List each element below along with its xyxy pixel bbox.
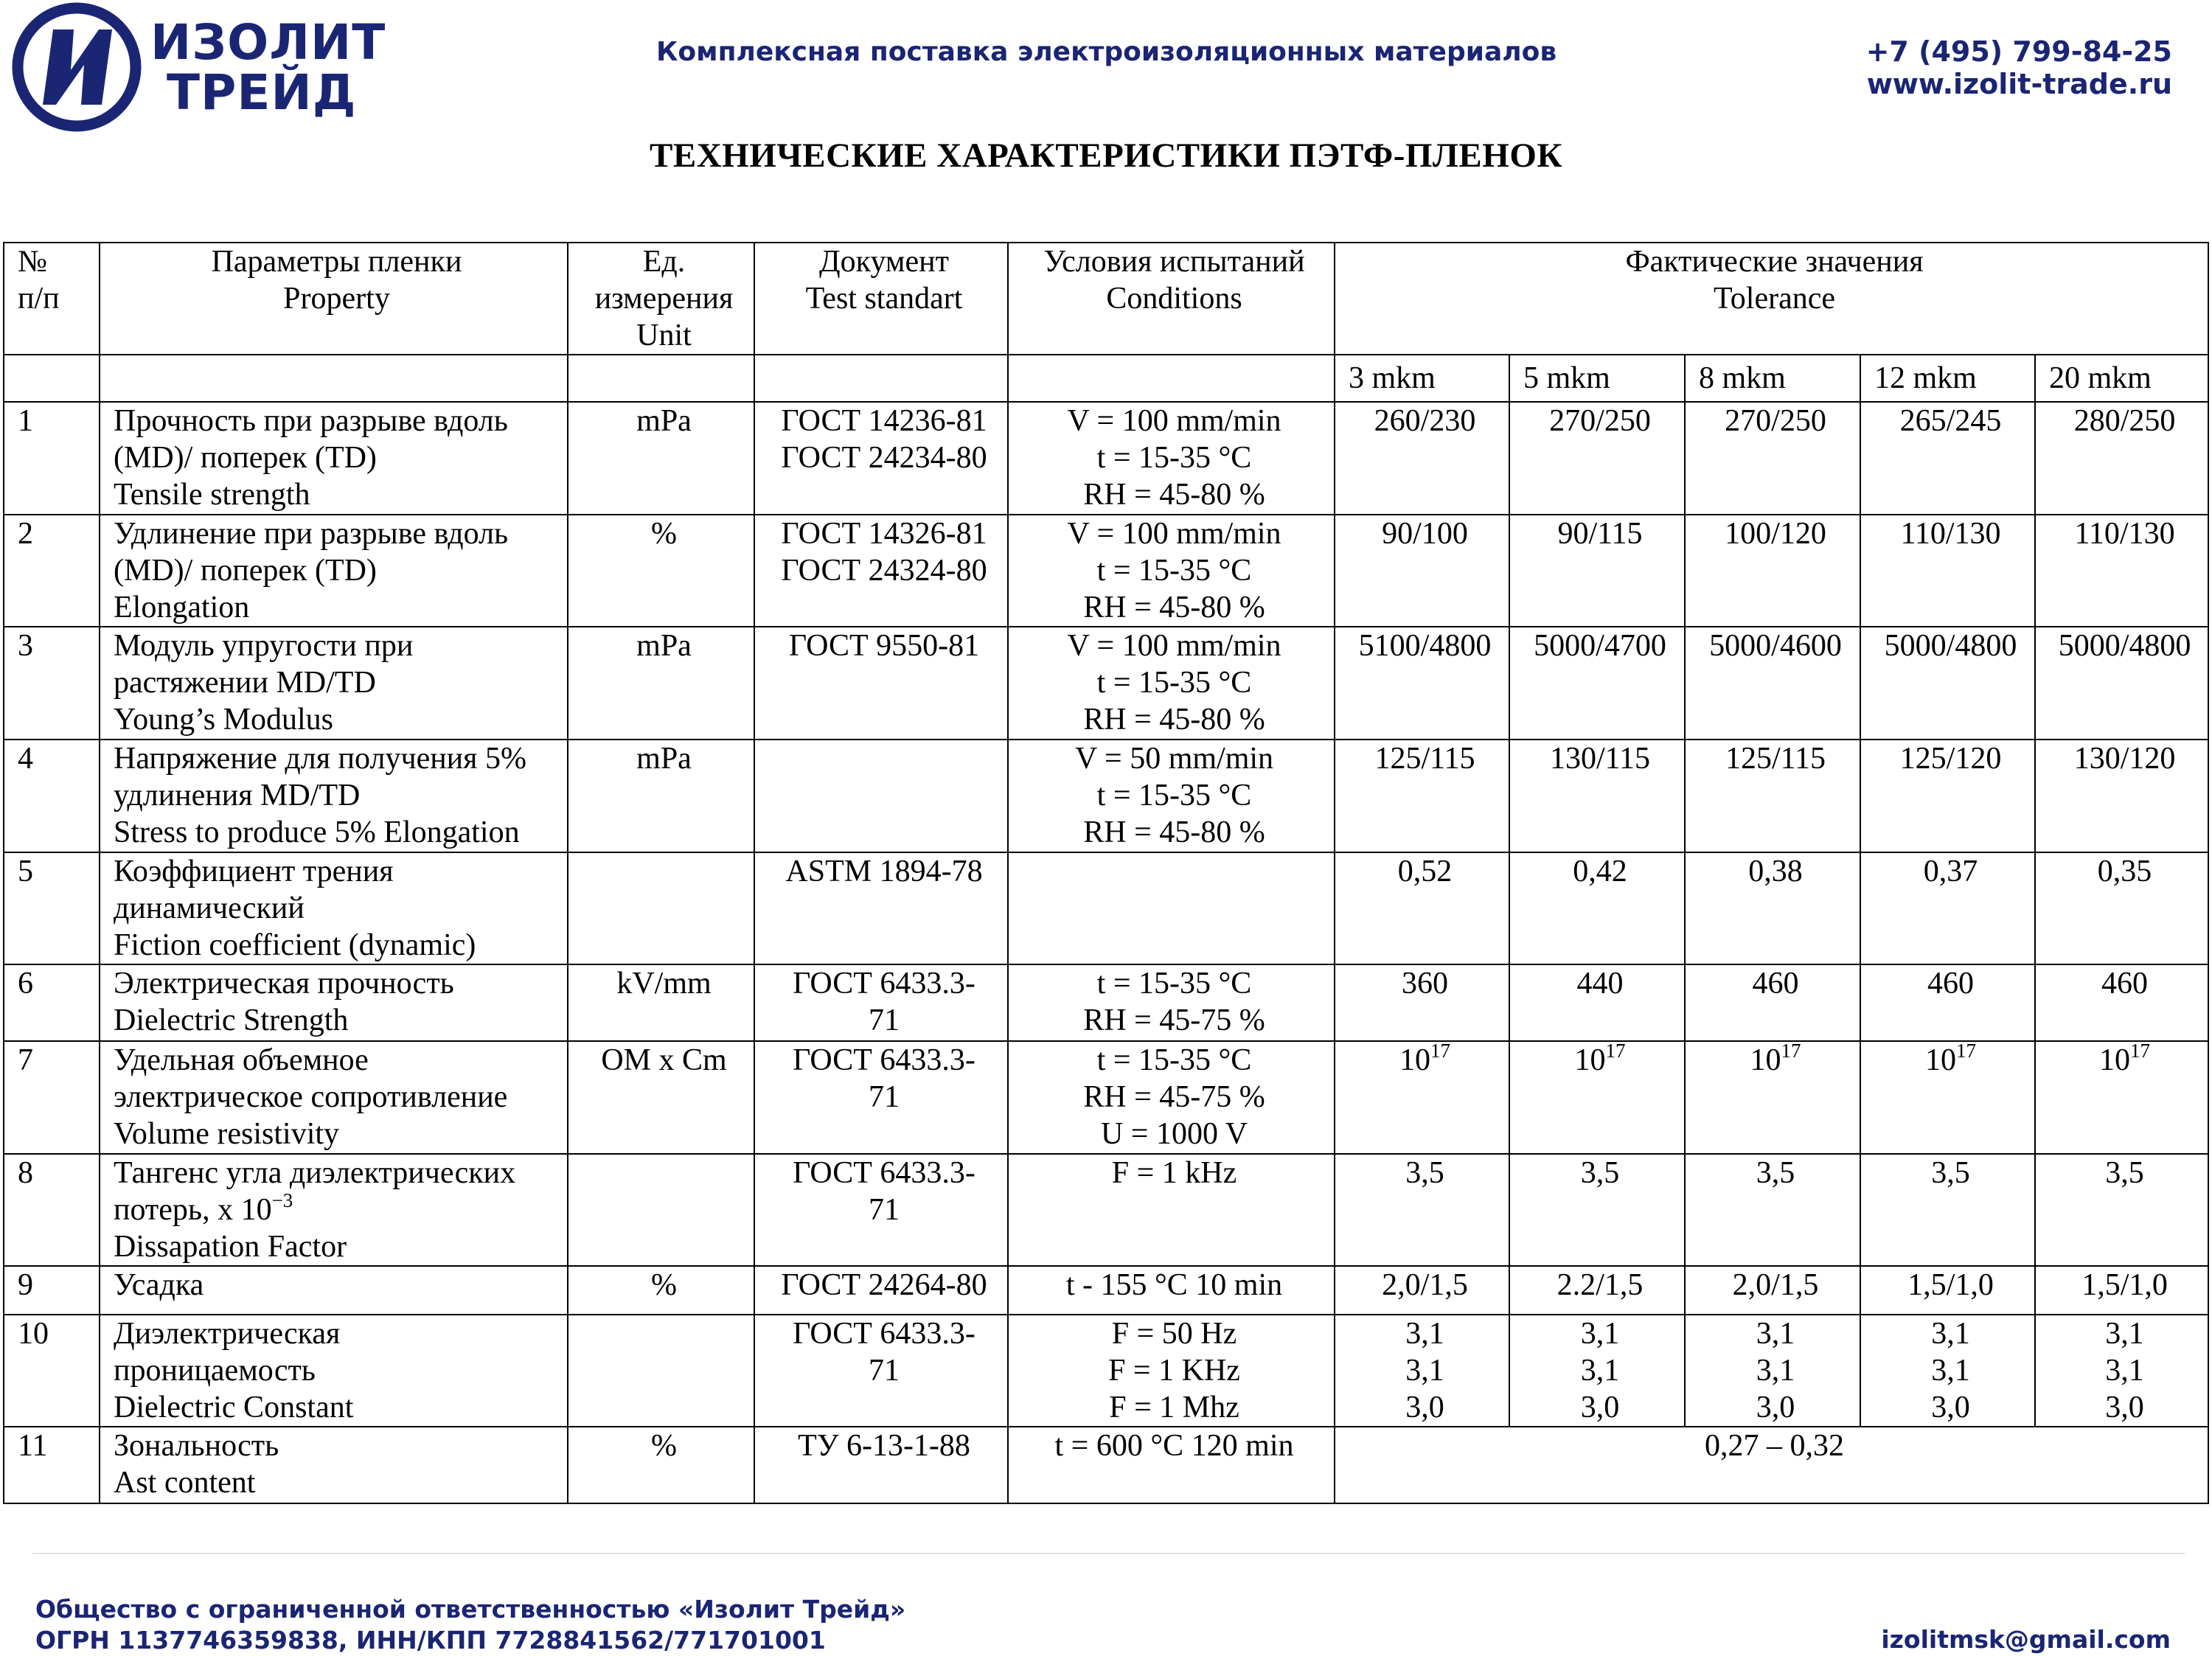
row-unit: mPa <box>568 740 754 852</box>
row-value: 1,5/1,0 <box>1860 1266 2035 1315</box>
row-value: 3,5 <box>1509 1154 1685 1266</box>
row-value: 260/230 <box>1335 402 1509 515</box>
row-number: 8 <box>4 1154 100 1266</box>
row-document <box>754 515 1008 627</box>
document-line: 71 <box>869 1003 900 1037</box>
table-row <box>4 627 2208 740</box>
row-value: 0,42 <box>1509 852 1685 964</box>
row-value: 125/115 <box>1335 740 1509 852</box>
header-contacts <box>1866 35 2172 100</box>
value-line: 3,1 <box>2105 1317 2144 1351</box>
header-property <box>100 243 568 355</box>
value-exponent: 17 <box>1430 1041 1450 1062</box>
condition-line: V = 100 mm/min <box>1067 629 1281 663</box>
row-unit <box>568 1154 754 1266</box>
row-value: 3,5 <box>2035 1154 2208 1266</box>
value-line: 3,0 <box>1405 1391 1444 1424</box>
table-row <box>4 964 2208 1041</box>
empty-cell <box>1008 355 1335 402</box>
row-conditions <box>1008 1315 1335 1427</box>
table-row <box>4 740 2208 852</box>
value-base: 10 <box>1925 1043 1956 1077</box>
row-document <box>754 1154 1008 1266</box>
condition-line: RH = 45-80 % <box>1083 591 1265 625</box>
row-number: 3 <box>4 627 100 740</box>
property-line: Коэффициент трения <box>114 855 394 888</box>
header-values <box>1335 243 2208 355</box>
table-row <box>4 1041 2208 1154</box>
property-line: Электрическая прочность <box>114 967 454 1001</box>
row-value <box>1335 1041 1509 1154</box>
row-property <box>100 402 568 515</box>
value-line: 3,1 <box>1580 1317 1620 1351</box>
row-value: 460 <box>2035 964 2208 1041</box>
row-unit: % <box>568 515 754 627</box>
row-value: 3,5 <box>1860 1154 2035 1266</box>
row-conditions <box>1008 852 1335 964</box>
row-value: 0,35 <box>2035 852 2208 964</box>
row-property <box>100 515 568 627</box>
value-base: 10 <box>2099 1043 2131 1077</box>
row-value: 0,37 <box>1860 852 2035 964</box>
property-line: электрическое сопротивление <box>114 1080 508 1114</box>
table-row <box>4 515 2208 627</box>
condition-line: RH = 45-80 % <box>1083 815 1265 849</box>
logo-letter-i-icon <box>43 29 112 105</box>
row-property <box>100 852 568 964</box>
document-line: ГОСТ 24264-80 <box>781 1268 987 1302</box>
header-conditions <box>1008 243 1335 355</box>
row-number: 6 <box>4 964 100 1041</box>
thickness-header: 20 mkm <box>2035 355 2208 402</box>
row-conditions <box>1008 1266 1335 1315</box>
footer-divider <box>32 1553 2185 1554</box>
thickness-row <box>4 355 2208 402</box>
row-document <box>754 1266 1008 1315</box>
row-value: 5000/4700 <box>1509 627 1685 740</box>
property-line: Удельная объемное <box>114 1043 369 1077</box>
row-value: 125/120 <box>1860 740 2035 852</box>
table-row <box>4 1315 2208 1427</box>
footer-company-info <box>35 1594 905 1656</box>
row-document <box>754 740 1008 852</box>
row-value: 440 <box>1509 964 1685 1041</box>
row-conditions <box>1008 515 1335 627</box>
document-line: 71 <box>869 1354 900 1388</box>
document-line: 71 <box>869 1080 900 1114</box>
row-value: 2,0/1,5 <box>1685 1266 1860 1315</box>
row-value: 90/115 <box>1509 515 1685 627</box>
row-value <box>2035 1041 2208 1154</box>
property-line: Fiction coefficient (dynamic) <box>114 928 476 962</box>
value-line: 3,1 <box>1931 1317 1970 1351</box>
row-value: 130/120 <box>2035 740 2208 852</box>
row-value: 3,5 <box>1335 1154 1509 1266</box>
logo-line-2: ТРЕЙД <box>167 64 357 121</box>
row-value <box>1509 1315 1685 1427</box>
row-conditions <box>1008 740 1335 852</box>
value-line: 3,1 <box>1756 1354 1795 1388</box>
condition-line: t = 600 °C 120 min <box>1054 1429 1294 1463</box>
header-num <box>4 243 100 355</box>
property-line: Диэлектрическая <box>114 1317 341 1351</box>
company-name: Общество с ограниченной ответственностью «Изолит Трейд» <box>35 1595 906 1624</box>
value-base: 10 <box>1399 1043 1430 1077</box>
row-value: 0,38 <box>1685 852 1860 964</box>
row-conditions <box>1008 1154 1335 1266</box>
property-line: Tensile strength <box>114 478 310 512</box>
value-line: 3,1 <box>1756 1317 1795 1351</box>
row-value: 280/250 <box>2035 402 2208 515</box>
value-exponent: 17 <box>1605 1041 1626 1062</box>
row-value: 130/115 <box>1509 740 1685 852</box>
table-header-row <box>4 243 2208 355</box>
row-number: 4 <box>4 740 100 852</box>
row-value: 3,5 <box>1685 1154 1860 1266</box>
property-line: Тангенс угла диэлектрических <box>114 1156 516 1190</box>
row-value: 110/130 <box>1860 515 2035 627</box>
property-line: Усадка <box>114 1268 204 1302</box>
row-unit <box>568 1315 754 1427</box>
empty-cell <box>4 355 100 402</box>
row-number: 5 <box>4 852 100 964</box>
row-unit: mPa <box>568 402 754 515</box>
row-document <box>754 627 1008 740</box>
header-line: Test standart <box>805 282 963 316</box>
condition-line: RH = 45-80 % <box>1083 703 1265 737</box>
table-row <box>4 852 2208 964</box>
website-link[interactable]: www.izolit-trade.ru <box>1866 68 2172 100</box>
thickness-header: 8 mkm <box>1685 355 1860 402</box>
phone-number[interactable]: +7 (495) 799-84-25 <box>1865 35 2172 68</box>
row-value <box>1335 1315 1509 1427</box>
row-property <box>100 1154 568 1266</box>
document-line: ГОСТ 6433.3- <box>793 967 975 1001</box>
value-line: 3,1 <box>1931 1354 1970 1388</box>
header-unit <box>568 243 754 355</box>
property-line: Прочность при разрыве вдоль <box>114 404 508 438</box>
row-value: 1,5/1,0 <box>2035 1266 2208 1315</box>
header-line: № <box>18 245 48 279</box>
condition-line: t - 155 °C 10 min <box>1065 1268 1283 1302</box>
row-value: 360 <box>1335 964 1509 1041</box>
value-line: 3,1 <box>2105 1354 2144 1388</box>
document-line: ГОСТ 6433.3- <box>793 1043 975 1077</box>
header-line: измерения <box>594 282 734 316</box>
header-line: Параметры пленки <box>211 245 462 279</box>
row-property <box>100 1427 568 1503</box>
row-value: 0,52 <box>1335 852 1509 964</box>
condition-line: RH = 45-80 % <box>1083 478 1265 512</box>
property-line: Напряжение для получения 5% <box>114 742 526 776</box>
value-exponent: 17 <box>1781 1041 1801 1062</box>
condition-line: V = 100 mm/min <box>1067 517 1281 551</box>
value-line: 3,0 <box>1580 1391 1620 1424</box>
document-title: ТЕХНИЧЕСКИЕ ХАРАКТЕРИСТИКИ ПЭТФ-ПЛЕНОК <box>650 136 1562 175</box>
specs-table <box>3 242 2209 1504</box>
header-line: Документ <box>819 245 949 279</box>
row-document <box>754 852 1008 964</box>
condition-line: t = 15-35 °C <box>1096 1043 1252 1077</box>
property-line <box>114 1191 560 1228</box>
row-value: 5000/4600 <box>1685 627 1860 740</box>
table-row <box>4 1427 2208 1503</box>
empty-cell <box>568 355 754 402</box>
document-line: ГОСТ 14236-81 <box>781 404 987 438</box>
property-line: Dissapation Factor <box>114 1230 347 1264</box>
property-line: (MD)/ поперек (TD) <box>114 441 377 475</box>
property-line: Dielectric Strength <box>114 1003 349 1037</box>
header-line: Ед. <box>642 245 686 279</box>
row-value: 270/250 <box>1509 402 1685 515</box>
row-value: 5100/4800 <box>1335 627 1509 740</box>
logo-wordmark <box>150 14 386 121</box>
row-conditions <box>1008 627 1335 740</box>
property-line: Volume resistivity <box>114 1117 340 1151</box>
row-value: 2.2/1,5 <box>1509 1266 1685 1315</box>
row-value: 100/120 <box>1685 515 1860 627</box>
row-unit: kV/mm <box>568 964 754 1041</box>
condition-line: F = 1 kHz <box>1111 1156 1237 1190</box>
row-document <box>754 964 1008 1041</box>
property-line: (MD)/ поперек (TD) <box>114 554 377 588</box>
document-line: ГОСТ 9550-81 <box>788 629 980 663</box>
thickness-header: 5 mkm <box>1509 355 1685 402</box>
row-value <box>2035 1315 2208 1427</box>
condition-line: t = 15-35 °C <box>1096 441 1252 475</box>
row-value: 125/115 <box>1685 740 1860 852</box>
row-property <box>100 740 568 852</box>
document-line: ГОСТ 24234-80 <box>781 441 987 475</box>
property-exponent: −3 <box>271 1189 293 1211</box>
row-property <box>100 1041 568 1154</box>
specs-table-body <box>4 243 2208 1503</box>
document-line: ГОСТ 24324-80 <box>781 554 987 588</box>
row-number: 2 <box>4 515 100 627</box>
row-unit <box>568 852 754 964</box>
empty-cell <box>100 355 568 402</box>
row-document <box>754 1315 1008 1427</box>
row-value <box>1860 1315 2035 1427</box>
row-value: 90/100 <box>1335 515 1509 627</box>
property-line: Модуль упругости при <box>114 629 414 663</box>
row-number: 10 <box>4 1315 100 1427</box>
condition-line: V = 50 mm/min <box>1074 742 1274 776</box>
property-line: динамический <box>114 891 305 925</box>
row-value <box>1685 1315 1860 1427</box>
footer-email[interactable]: izolitmsk@gmail.com <box>1881 1625 2171 1654</box>
value-line: 3,1 <box>1580 1354 1620 1388</box>
condition-line: t = 15-35 °C <box>1096 967 1252 1001</box>
value-base: 10 <box>1574 1043 1606 1077</box>
row-number: 11 <box>4 1427 100 1503</box>
table-row <box>4 1266 2208 1315</box>
condition-line: F = 50 Hz <box>1111 1317 1237 1351</box>
property-line: Dielectric Constant <box>114 1391 354 1424</box>
row-document <box>754 1427 1008 1503</box>
row-property <box>100 1266 568 1315</box>
table-row <box>4 402 2208 515</box>
document-line: ГОСТ 6433.3- <box>793 1156 975 1190</box>
property-line: удлинения MD/TD <box>114 779 361 813</box>
document-line: ГОСТ 14326-81 <box>781 517 987 551</box>
property-line: Stress to produce 5% Elongation <box>114 815 520 849</box>
row-property <box>100 627 568 740</box>
value-line: 3,0 <box>2105 1391 2144 1424</box>
row-number: 9 <box>4 1266 100 1315</box>
property-line: растяжении MD/TD <box>114 666 376 700</box>
condition-line: F = 1 Mhz <box>1109 1391 1239 1424</box>
row-unit: ОМ х Cm <box>568 1041 754 1154</box>
row-value: 460 <box>1860 964 2035 1041</box>
property-line: Удлинение при разрыве вдоль <box>114 517 509 551</box>
document-line: ТУ 6-13-1-88 <box>798 1429 970 1463</box>
row-document <box>754 402 1008 515</box>
property-line: Ast content <box>114 1466 256 1500</box>
row-value: 460 <box>1685 964 1860 1041</box>
value-base: 10 <box>1750 1043 1781 1077</box>
thickness-header: 12 mkm <box>1860 355 2035 402</box>
row-unit: % <box>568 1266 754 1315</box>
row-value <box>1685 1041 1860 1154</box>
header-line: п/п <box>18 282 60 316</box>
row-value: 110/130 <box>2035 515 2208 627</box>
row-number: 7 <box>4 1041 100 1154</box>
condition-line: t = 15-35 °C <box>1096 666 1252 700</box>
header-line: Фактические значения <box>1625 245 1924 279</box>
row-value <box>1860 1041 2035 1154</box>
value-line: 3,0 <box>1756 1391 1795 1424</box>
row-conditions <box>1008 1041 1335 1154</box>
row-value: 5000/4800 <box>2035 627 2208 740</box>
header-line: Property <box>283 282 390 316</box>
value-exponent: 17 <box>2130 1041 2151 1062</box>
condition-line: V = 100 mm/min <box>1067 404 1281 438</box>
document-line: 71 <box>869 1193 900 1227</box>
header-line: Conditions <box>1106 282 1242 316</box>
condition-line: RH = 45-75 % <box>1083 1080 1265 1114</box>
row-value: 265/245 <box>1860 402 2035 515</box>
value-line: 3,1 <box>1405 1317 1444 1351</box>
row-value: 5000/4800 <box>1860 627 2035 740</box>
row-property <box>100 964 568 1041</box>
condition-line: t = 15-35 °C <box>1096 554 1252 588</box>
company-tagline: Комплексная поставка электроизоляционных материалов <box>656 37 1557 67</box>
row-conditions <box>1008 402 1335 515</box>
row-property <box>100 1315 568 1427</box>
condition-line: U = 1000 V <box>1100 1117 1248 1151</box>
value-exponent: 17 <box>1956 1041 1976 1062</box>
header-line: Условия испытаний <box>1043 245 1305 279</box>
document-line: ГОСТ 6433.3- <box>793 1317 975 1351</box>
row-value-merged: 0,27 – 0,32 <box>1335 1427 2208 1503</box>
row-unit: mPa <box>568 627 754 740</box>
property-prefix: потерь, х 10 <box>114 1193 272 1227</box>
row-conditions <box>1008 1427 1335 1503</box>
row-unit: % <box>568 1427 754 1503</box>
value-line: 3,1 <box>1405 1354 1444 1388</box>
row-value <box>1509 1041 1685 1154</box>
property-line: Elongation <box>114 591 250 625</box>
logo-line-1: ИЗОЛИТ <box>150 14 386 71</box>
condition-line: t = 15-35 °C <box>1096 779 1252 813</box>
company-registration: ОГРН 1137746359838, ИНН/КПП 7728841562/771701001 <box>35 1626 826 1655</box>
value-line: 3,0 <box>1931 1391 1970 1424</box>
row-number: 1 <box>4 402 100 515</box>
row-document <box>754 1041 1008 1154</box>
empty-cell <box>754 355 1008 402</box>
header-document <box>754 243 1008 355</box>
property-line: Зональность <box>114 1429 279 1463</box>
table-row <box>4 1154 2208 1266</box>
property-line: проницаемость <box>114 1354 316 1388</box>
condition-line: RH = 45-75 % <box>1083 1003 1265 1037</box>
row-value: 2,0/1,5 <box>1335 1266 1509 1315</box>
header-line: Tolerance <box>1714 282 1835 316</box>
row-value: 270/250 <box>1685 402 1860 515</box>
row-conditions <box>1008 964 1335 1041</box>
document-line: ASTM 1894-78 <box>785 855 983 888</box>
thickness-header: 3 mkm <box>1335 355 1509 402</box>
property-line: Young’s Modulus <box>114 703 333 737</box>
header-line: Unit <box>636 319 692 352</box>
condition-line: F = 1 KHz <box>1108 1354 1240 1388</box>
